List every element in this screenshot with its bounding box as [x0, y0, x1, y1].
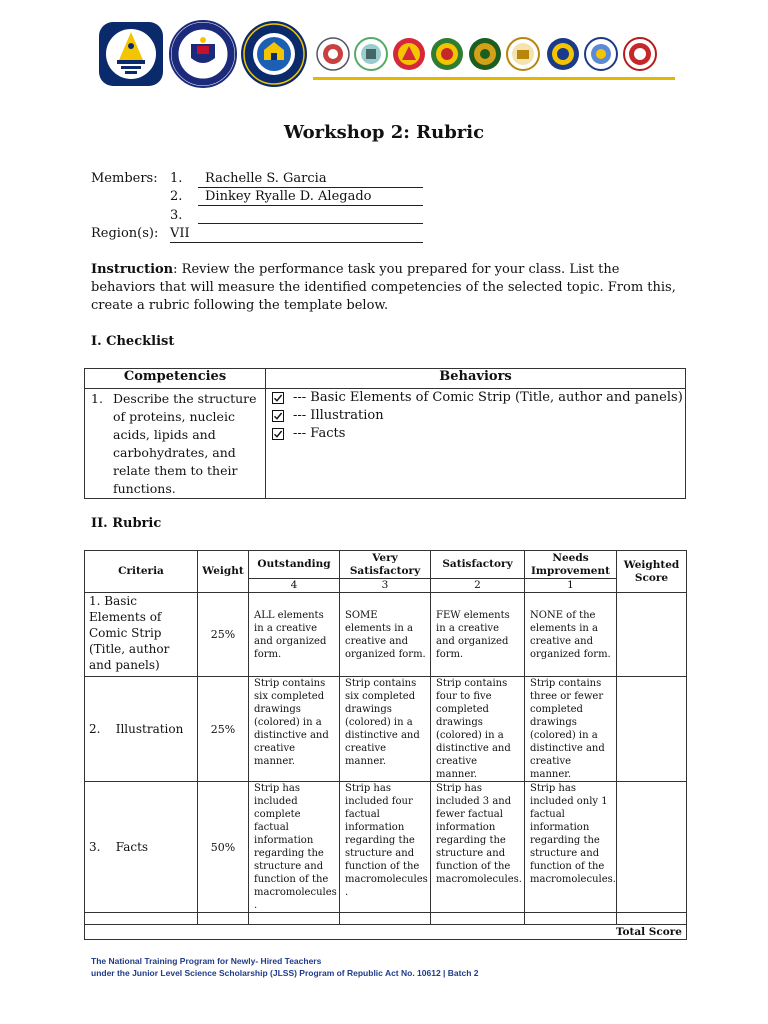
behavior-item [266, 425, 685, 443]
weighted-score-cell [617, 782, 687, 913]
behavior-text: --- Basic Elements of Comic Strip (Title, author and panels) [293, 390, 683, 405]
criteria-text: Facts [115, 840, 149, 854]
satisfactory-header: Satisfactory [431, 551, 525, 579]
descriptor-cell: NONE of the elements in a creative and organized form. [525, 593, 617, 677]
regional-seal-icon [506, 37, 540, 71]
member-number: 1. [170, 171, 183, 186]
instruction-text: : Review the performance task you prepared for your class. List the behaviors that will measure the identified competencies of the selected topic. From this, create a rubric following the template below. [91, 262, 676, 313]
checkbox-checked-icon [272, 392, 284, 404]
descriptor-cell: Strip has included four factual information regarding the structure and function of the macromolecules . [340, 782, 431, 913]
rubric-heading: II. Rubric [91, 516, 162, 531]
criteria-cell [85, 782, 198, 913]
member-number: 2. [170, 189, 183, 204]
weighted-score-cell [617, 677, 687, 782]
competency-text: Describe the structure of proteins, nucleic acids, lipids and carbohydrates, and relate them to their functions. [113, 391, 257, 496]
points-cell: 2 [431, 579, 525, 593]
points-cell: 4 [249, 579, 340, 593]
behavior-text: --- Facts [293, 426, 346, 441]
regional-seal-icon [546, 37, 580, 71]
empty-cell [431, 913, 525, 925]
member-name: Rachelle S. Garcia [205, 171, 327, 186]
pnu-seal-icon [240, 20, 308, 88]
table-row [85, 677, 687, 782]
weight-cell: 25% [198, 677, 249, 782]
criteria-text: Illustration [115, 722, 184, 736]
member-underline [198, 223, 423, 224]
criteria-cell [85, 677, 198, 782]
checkbox-checked-icon [272, 410, 284, 422]
descriptor-cell: Strip has included complete factual information regarding the structure and function of the macromolecules . [249, 782, 340, 913]
region-value: VII [170, 226, 190, 241]
descriptor-cell: Strip contains four to five completed drawings (colored) in a distinctive and creative manner. [431, 677, 525, 782]
footer-line-1: The National Training Program for Newly- Hired Teachers [91, 956, 322, 966]
descriptor-cell: Strip contains six completed drawings (colored) in a distinctive and creative manner. [249, 677, 340, 782]
table-row [85, 782, 687, 913]
weighted-score-cell [617, 593, 687, 677]
member-number: 3. [170, 208, 183, 223]
header-gold-bar [313, 77, 675, 80]
descriptor-cell: Strip contains six completed drawings (colored) in a distinctive and creative manner. [340, 677, 431, 782]
regional-seal-icon [354, 37, 388, 71]
table-row [85, 913, 687, 925]
regional-seal-icon [392, 37, 426, 71]
descriptor-cell: Strip has included only 1 factual information regarding the structure and function of the macromolecules. [525, 782, 617, 913]
criteria-number: 3. [89, 840, 101, 854]
empty-cell [617, 913, 687, 925]
behavior-item [266, 407, 685, 425]
empty-cell [198, 913, 249, 925]
points-cell: 3 [340, 579, 431, 593]
outstanding-header: Outstanding [249, 551, 340, 579]
competencies-header: Competencies [85, 369, 266, 389]
empty-cell [85, 913, 198, 925]
instruction-label: Instruction [91, 262, 174, 277]
member-underline [198, 205, 423, 206]
empty-cell [249, 913, 340, 925]
criteria-cell: 1. Basic Elements of Comic Strip (Title, author and panels) [85, 593, 198, 677]
behaviors-cell [266, 389, 686, 499]
weight-cell: 50% [198, 782, 249, 913]
criteria-number: 2. [89, 722, 101, 736]
points-cell: 1 [525, 579, 617, 593]
descriptor-cell: FEW elements in a creative and organized form. [431, 593, 525, 677]
regional-seal-icon [623, 37, 657, 71]
member-underline [198, 187, 423, 188]
region-label: Region(s): [91, 226, 159, 241]
total-score-label: Total Score [85, 925, 687, 940]
descriptor-cell: Strip has included 3 and fewer factual information regarding the structure and function of the macromolecules. [431, 782, 525, 913]
instruction-paragraph [91, 261, 681, 315]
regional-seal-icon [584, 37, 618, 71]
weight-header: Weight [198, 551, 249, 593]
behavior-text: --- Illustration [293, 408, 384, 423]
behavior-item [266, 389, 685, 407]
checkbox-checked-icon [272, 428, 284, 440]
behaviors-header: Behaviors [266, 369, 686, 389]
competency-number: 1. [91, 391, 103, 406]
footer [91, 955, 479, 979]
dost-sei-logo-icon [97, 20, 165, 88]
competency-cell [85, 389, 266, 499]
members-label: Members: [91, 171, 158, 186]
empty-cell [340, 913, 431, 925]
member-name: Dinkey Ryalle D. Alegado [205, 189, 372, 204]
footer-line-2: under the Junior Level Science Scholarship (JLSS) Program of Republic Act No. 10612 | Batch 2 [91, 968, 479, 978]
deped-seal-icon [169, 20, 237, 88]
descriptor-cell: Strip contains three or fewer completed drawings (colored) in a distinctive and creative manner. [525, 677, 617, 782]
regional-seal-icon [316, 37, 350, 71]
descriptor-cell: SOME elements in a creative and organized form. [340, 593, 431, 677]
descriptor-cell: ALL elements in a creative and organized form. [249, 593, 340, 677]
rubric-table [84, 550, 687, 940]
weighted-score-header: Weighted Score [617, 551, 687, 593]
criteria-header: Criteria [85, 551, 198, 593]
checklist-heading: I. Checklist [91, 334, 175, 349]
regional-seal-icon [430, 37, 464, 71]
checklist-table [84, 368, 686, 499]
regional-seal-icon [468, 37, 502, 71]
weight-cell: 25% [198, 593, 249, 677]
total-row [85, 925, 687, 940]
region-underline [170, 242, 423, 243]
page-title: Workshop 2: Rubric [283, 122, 485, 143]
very-satisfactory-header: Very Satisfactory [340, 551, 431, 579]
needs-improvement-header: Needs Improvement [525, 551, 617, 579]
empty-cell [525, 913, 617, 925]
table-row [85, 593, 687, 677]
